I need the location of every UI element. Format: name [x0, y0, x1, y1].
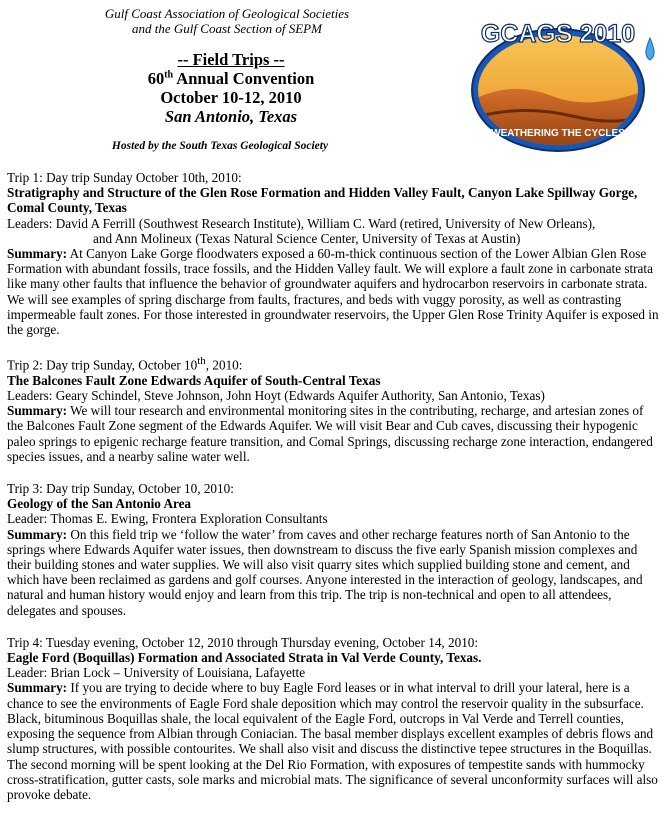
- trip-4: [7, 635, 659, 802]
- date-suffix: th: [197, 355, 206, 368]
- trip-1: [7, 170, 659, 337]
- logo-tagline: WEATHERING THE CYCLES: [491, 128, 625, 139]
- org-line-1: Gulf Coast Association of Geological Societies: [104, 6, 350, 21]
- logo-title: GCAGS 2010: [480, 20, 636, 48]
- trip-date-line: Trip 3: Day trip Sunday, October 10, 2010:: [7, 481, 234, 497]
- trip-summary: [7, 527, 659, 618]
- field-trip-list: [7, 170, 659, 819]
- trip-date-line: Trip 4: Tuesday evening, October 12, 2010 through Thursday evening, October 14, 2010:: [7, 634, 479, 650]
- convention-line: [90, 69, 372, 88]
- organization-names: [62, 6, 392, 36]
- trip-leaders: Leader: Thomas E. Ewing, Frontera Exploration Consultants: [7, 511, 328, 527]
- trip-title: Stratigraphy and Structure of the Glen Rose Formation and Hidden Valley Fault, Canyon Lake Spillway Gorge, Comal County, Texas: [7, 185, 638, 216]
- trip-title: Geology of the San Antonio Area: [7, 496, 192, 512]
- summary-label: Summary:: [7, 403, 68, 419]
- summary-text: If you are trying to decide where to buy Eagle Ford leases or in what interval to drill your lateral, here is a chance to see the environments of Eagle Ford shale deposition which may control the reservoir quality in the subsurface. Black, bituminous Boquillas shale, the local equivalent of the Eagle Ford, outcrops in Val Verde and Terrell counties, exposing the sequence from Albian through Coniacian. The basal member displays excellent examples of debris flows and slump structures, with possible contourites. We shall also visit and discuss the distinctive tepee structures in the Boquillas. The second morning will be spent looking at the Del Rio Formation, with exposures of tempestite sands with hummocky cross-stratification, gutter casts, sole marks and microbial mats. The significance of several unconformity surfaces will also provoke debate.: [7, 680, 658, 802]
- trip-date-line: [7, 354, 659, 373]
- trip-date-line: Trip 1: Day trip Sunday October 10th, 2010:: [7, 170, 242, 185]
- gcags-2010-logo: [462, 8, 662, 158]
- date-text: Trip 2: Day trip Sunday, October 10: [7, 357, 198, 373]
- convention-location: San Antonio, Texas: [164, 107, 298, 126]
- summary-text: At Canyon Lake Gorge floodwaters exposed a 60-m-thick continuous section of the Lower Albian Glen Rose Formation with abundant fossils, trace fossils, and the Hidden Valley fault. We will explore a fault zone in carbonate strata like many other faults that influence the behavior of groundwater aquifers and hydrocarbon reservoirs in carbonate strata. We will see examples of spring discharge from faults, fractures, and beds with vuggy porosity, as well as contrasting impermeable fault zones. For those interested in groundwater reservoirs, the Upper Glen Rose Trinity Aquifer is exposed in the gorge.: [7, 246, 659, 338]
- summary-label: Summary:: [7, 680, 68, 696]
- summary-label: Summary:: [7, 526, 68, 542]
- trip-summary: [7, 246, 659, 337]
- page-header: [0, 0, 664, 158]
- trip-leaders: Leader: Brian Lock – University of Louisiana, Lafayette: [7, 665, 306, 681]
- date-year: , 2010:: [205, 357, 243, 373]
- trip-title: Eagle Ford (Boquillas) Formation and Associated Strata in Val Verde County, Texas.: [7, 650, 482, 666]
- convention-dates: October 10-12, 2010: [160, 88, 302, 107]
- title-block: [90, 50, 372, 126]
- trip-leaders-cont: and Ann Molineux (Texas Natural Science Center, University of Texas at Austin): [93, 230, 521, 246]
- water-drop-icon: [646, 38, 654, 60]
- hosted-by: Hosted by the South Texas Geological Society: [111, 140, 329, 152]
- summary-text: On this field trip we ‘follow the water’ from caves and other recharge features north of San Antonio to the springs where Edwards Aquifer water issues, then downstream to discuss the five early Spanish mission complexes and their building stones and water supplies. We will also visit quarry sites which supplied building stone and cement, and which have been reclaimed as gardens and golf courses. Anyone interested in the interaction of geology, landscapes, and natural and human history would enjoy and learn from this trip. The trip is non-technical and open to all attendees, delegates and spouses.: [7, 526, 643, 618]
- trip-summary: [7, 403, 659, 464]
- convention-suffix: th: [164, 69, 174, 81]
- trip-title: The Balcones Fault Zone Edwards Aquifer of South-Central Texas: [7, 372, 381, 388]
- convention-number: 60: [147, 69, 165, 88]
- trip-leaders: Leaders: Geary Schindel, Steve Johnson, John Hoyt (Edwards Aquifer Authority, San Antonio, Texas): [7, 388, 545, 404]
- trip-3: [7, 481, 659, 618]
- field-trips-heading: -- Field Trips --: [177, 50, 285, 69]
- convention-text: Annual Convention: [173, 69, 315, 88]
- org-line-2: and the Gulf Coast Section of SEPM: [132, 21, 322, 36]
- trip-summary: [7, 680, 659, 802]
- summary-text: We will tour research and environmental monitoring sites in the contributing, recharge, and artesian zones of the Balcones Fault Zone segment of the Edwards Aquifer. We will visit Bear and Cub caves, discussing their hypogenic paleo springs to epigenic recharge feature transition, and Comal Springs, discussing recharge zone interaction, endangered species issues, and a nearby saline water well.: [7, 403, 653, 464]
- trip-2: [7, 354, 659, 464]
- summary-label: Summary:: [7, 246, 68, 262]
- trip-leaders: Leaders: David A Ferrill (Southwest Research Institute), William C. Ward (retired, University of New Orleans),: [7, 215, 596, 231]
